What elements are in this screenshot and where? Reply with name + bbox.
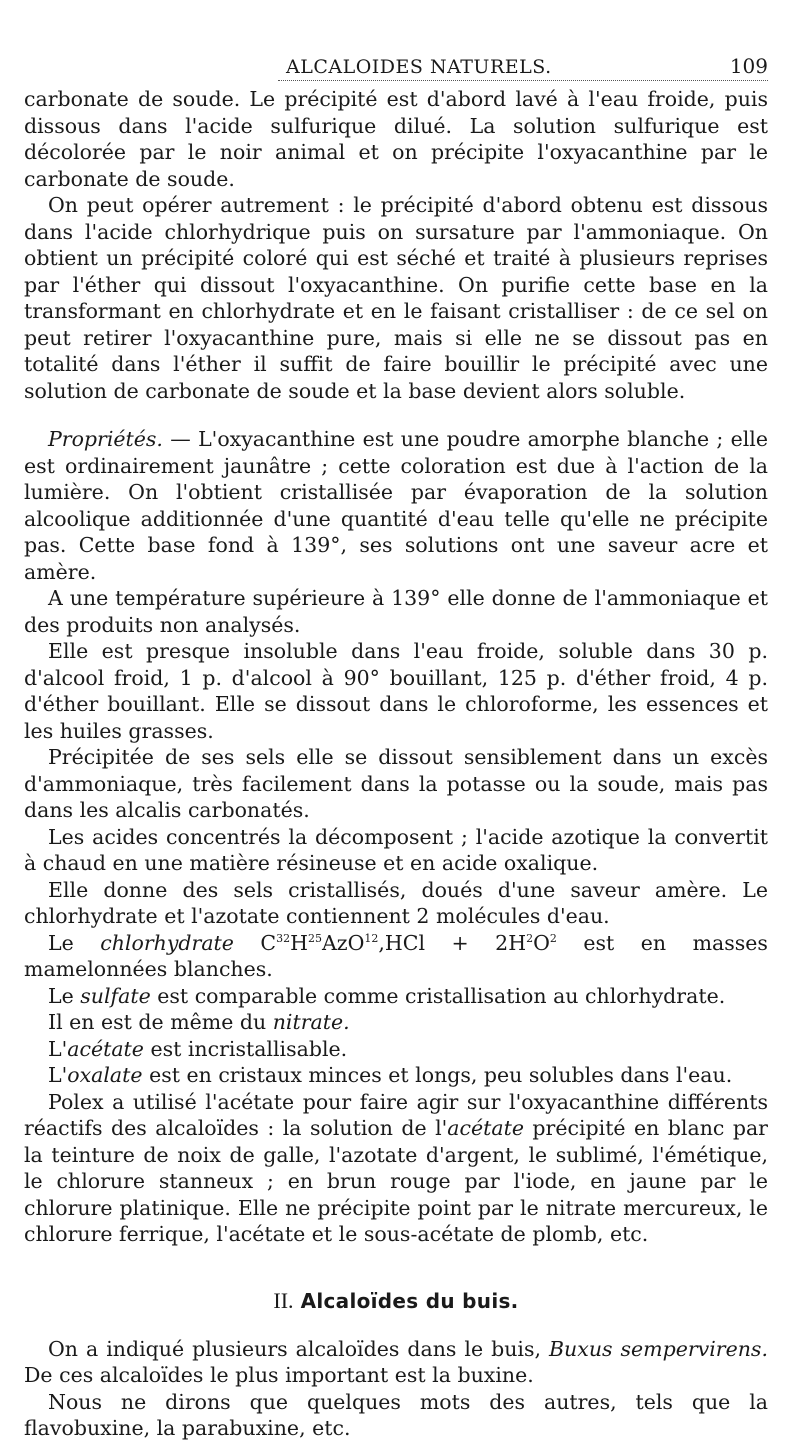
formula-o: O	[533, 930, 550, 955]
header-rule	[278, 80, 768, 81]
p12-term: acétate	[67, 1036, 144, 1061]
properties-text: — L'oxyacanthine est une poudre amorphe blanche ; elle est ordinairement jaunâtre ; cette coloration est due à l'action de la lumière. On l'obtient cristallisée par évaporation de la solution alcoolique additionnée d'une quantité d'eau telle qu'elle ne précipite pas. Cette base fond à 139°, ses solutions ont une saveur acre et amère.	[24, 427, 768, 584]
p13-suffix: est en cristaux minces et longs, peu solubles dans l'eau.	[149, 1063, 733, 1087]
p9-term: chlorhydrate	[100, 930, 234, 955]
paragraph-sulfate	[24, 983, 768, 1010]
paragraph-acetate	[24, 1036, 768, 1063]
p9-suffix: est en masses mamelonnées blanches.	[24, 930, 768, 981]
paragraph-7: Les acides concentrés la décomposent ; l'acide azotique la convertit à chaud en une matière résineuse et en acide oxalique.	[24, 824, 768, 875]
p12-suffix: est incristallisable.	[150, 1036, 348, 1061]
paragraph-2: On peut opérer autrement : le précipité d'abord obtenu est dissous dans l'acide chlorhydrique puis on sursature par l'ammoniaque. On obtient un précipité coloré qui est séché et traité à plusieurs reprises par l'éther qui dissout l'oxyacanthine. On purifie cette base en la transformant en chlorhydrate et en le faisant cristalliser : de ce sel on peut retirer l'oxyacanthine pure, mais si elle ne se dissout pas en totalité dans l'éther il suffit de faire bouillir le précipité avec une solution de carbonate de soude et la base devient alors soluble.	[24, 193, 768, 403]
properties-label: Propriétés.	[48, 427, 163, 451]
p13-term: oxalate	[67, 1063, 143, 1087]
paragraph-6: Précipitée de ses sels elle se dissout sensiblement dans un excès d'ammoniaque, très facilement dans la potasse ou la soude, mais pas dans les alcalis carbonatés.	[24, 745, 768, 822]
running-title: ALCALOIDES NATURELS.	[286, 56, 552, 78]
p10-prefix: Le	[48, 983, 74, 1008]
s1-prefix: On a indiqué plusieurs alcaloïdes dans le buis,	[48, 1336, 541, 1361]
paragraph-1: carbonate de soude. Le précipité est d'abord lavé à l'eau froide, puis dissous dans l'acide sulfurique dilué. La solution sulfurique est décolorée par le noir animal et on précipite l'oxyacanthine par le carbonate de soude.	[24, 87, 768, 191]
p10-suffix: est comparable comme cristallisation au chlorhydrate.	[157, 983, 726, 1008]
paragraph-oxalate	[24, 1062, 768, 1089]
p11-term: nitrate.	[272, 1010, 350, 1034]
section-paragraph-1	[24, 1336, 768, 1389]
paragraph-nitrate	[24, 1009, 768, 1036]
paragraph-chlorhydrate	[24, 930, 768, 983]
formula-h2-sup: 2	[526, 931, 534, 945]
running-header	[24, 46, 768, 86]
p14-term: acétate	[447, 1116, 524, 1140]
section-title: Alcaloïdes du buis.	[300, 1288, 519, 1313]
formula-c-sup: 32	[276, 931, 291, 945]
p14-suffix: précipité en blanc par la teinture de noix de galle, l'azotate d'argent, le sublimé, l'émétique, le chlorure stanneux ; en brun rouge par l'iode, en jaune par le chlorure platinique. Elle ne précipite point par le nitrate mercureux, le chlorure ferrique, l'acétate et le sous-acétate de plomb, etc.	[24, 1116, 768, 1246]
section-paragraph-2: Nous ne dirons que quelques mots des autres, tels que la flavobuxine, la parabuxine, etc.	[24, 1389, 768, 1440]
paragraph-8: Elle donne des sels cristallisés, doués d'une saveur amère. Le chlorhydrate et l'azotate contiennent 2 molécules d'eau.	[24, 877, 768, 928]
p12-prefix: L'	[48, 1036, 68, 1061]
formula-h-sup: 25	[307, 931, 322, 945]
formula-azo: AzO	[321, 930, 365, 955]
p11-prefix: Il en est de même du	[48, 1010, 267, 1034]
page-number: 109	[729, 54, 768, 78]
formula-o-sup: 2	[549, 931, 557, 945]
section-number: II.	[273, 1287, 294, 1313]
formula-c: C	[260, 930, 277, 955]
s1-suffix: De ces alcaloïdes le plus important est la buxine.	[24, 1363, 534, 1387]
p9-prefix: Le	[48, 930, 74, 955]
page	[24, 46, 768, 1442]
formula-h: H	[290, 930, 308, 955]
paragraph-4: A une température supérieure à 139° elle donne de l'ammoniaque et des produits non analysés.	[24, 586, 768, 637]
paragraph-5: Elle est presque insoluble dans l'eau froide, soluble dans 30 p. d'alcool froid, 1 p. d'alcool à 90° bouillant, 125 p. d'éther froid, 4 p. d'éther bouillant. Elle se dissout dans le chloroforme, les essences et les huiles grasses.	[24, 639, 768, 743]
chemical-formula	[260, 931, 557, 955]
p10-term: sulfate	[80, 983, 151, 1008]
paragraph-properties	[24, 426, 768, 585]
formula-azo-sup: 12	[364, 931, 379, 945]
s1-term: Buxus sempervirens.	[548, 1336, 768, 1361]
p13-prefix: L'	[48, 1063, 68, 1087]
formula-hcl: ,HCl + 2H	[378, 930, 527, 955]
paragraph-polex	[24, 1089, 768, 1248]
section-heading	[24, 1288, 768, 1314]
p14-prefix: Polex a utilisé l'acétate pour faire agir sur l'oxyacanthine différents réactifs des alcaloïdes : la solution de l'	[24, 1089, 768, 1140]
